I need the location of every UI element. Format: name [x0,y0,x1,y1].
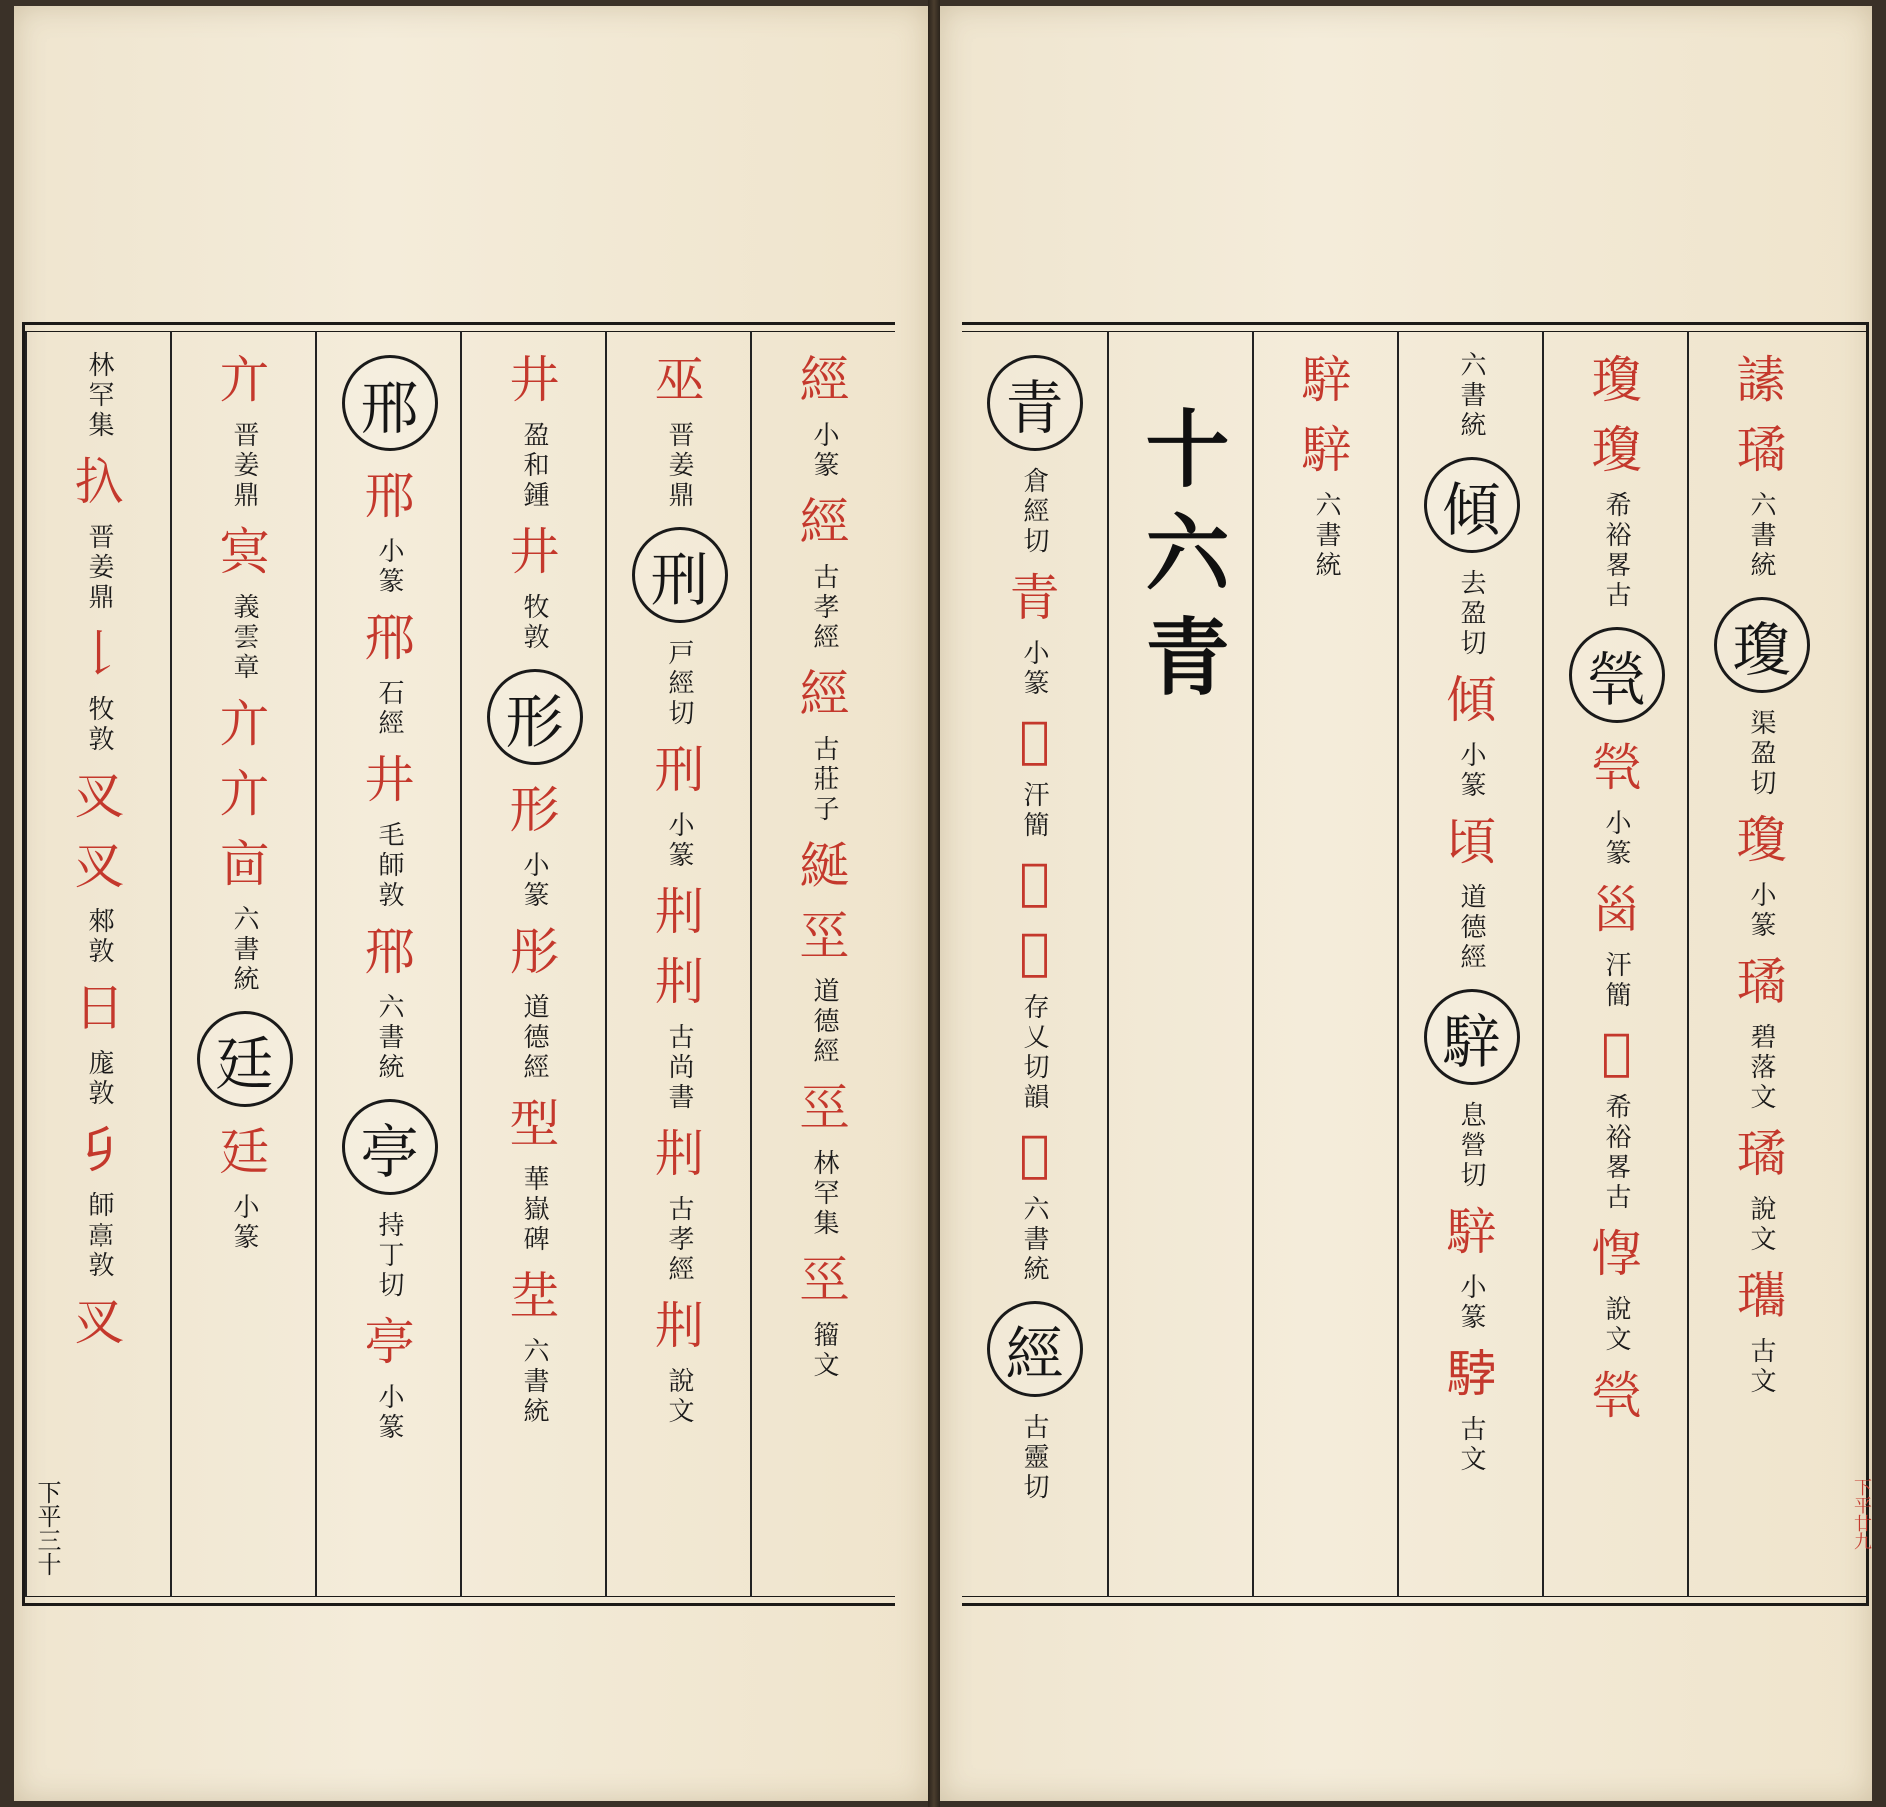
source-note: 道德經 [1456,883,1486,973]
left-page-frame [22,322,895,1606]
seal-script-form: 形 [509,781,560,839]
right-column-entries [1544,345,1689,1583]
source-note: 古孝經 [664,1195,694,1285]
source-note: 小篆 [1456,741,1486,801]
seal-script-form: 扖 [74,453,125,511]
source-note: 道德經 [809,977,839,1067]
source-note: 小篆 [374,537,404,597]
source-note: 希裕畧古 [1601,491,1631,611]
source-note: 義雲章 [229,593,259,683]
head-character: 亭 [342,1099,438,1195]
source-note: 毛師敦 [374,821,404,911]
left-column-entries [752,345,897,1583]
seal-script-form: 㕚 [74,1293,125,1351]
left-column-6 [25,331,172,1597]
seal-script-form: 井 [364,751,415,809]
seal-script-form: 𡴀 [1019,1125,1050,1183]
seal-script-form: 璚 [1736,1125,1787,1183]
seal-script-form: 𠄌 [74,625,125,683]
left-column-entries [172,345,317,1583]
seal-script-form: 經 [799,493,850,551]
source-note: 晋姜鼎 [229,421,259,511]
left-column-3 [460,331,607,1597]
seal-script-form: 坓 [509,1267,560,1325]
seal-script-form: 㕚 [74,837,125,895]
source-note: 去盈切 [1456,569,1486,659]
right-page-frame [962,322,1869,1606]
seal-script-form: 𡴀 [1019,711,1050,769]
seal-script-form: 璚 [1736,421,1787,479]
head-character: 廷 [197,1011,293,1107]
seal-script-form: 巠 [799,1079,850,1137]
folio-left: 下平三十 [33,1480,61,1576]
seal-script-form: 𠂎 [74,1121,125,1179]
source-note: 汗簡 [1019,781,1049,841]
head-character: 瓊 [1714,597,1810,693]
seal-script-form: 邢 [364,467,415,525]
source-note: 小篆 [1019,639,1049,699]
right-column-entries [962,345,1107,1583]
source-note: 小篆 [1746,881,1776,941]
seal-script-form: 㝠 [219,523,270,581]
source-note: 渠盈切 [1746,709,1776,799]
seal-script-form: 巫 [654,351,705,409]
source-note: 庬敦 [84,1049,114,1109]
left-column-entries [462,345,607,1583]
seal-script-form: 𡿺 [1591,881,1642,939]
source-note: 息營切 [1456,1101,1486,1191]
source-note: 牧敦 [84,695,114,755]
source-note: 六書統 [1019,1195,1049,1285]
seal-script-form: 日 [74,979,125,1037]
left-column-1 [750,331,897,1597]
source-note: 六書統 [229,905,259,995]
source-note: 林罕集 [84,351,114,441]
source-note: 晋姜鼎 [664,421,694,511]
seal-script-form: 郉 [364,923,415,981]
source-note: 希裕畧古 [1601,1093,1631,1213]
seal-script-form: 㕚 [74,767,125,825]
source-note: 古靈切 [1019,1413,1049,1503]
seal-script-form: 瓊 [1591,421,1642,479]
source-note: 六書統 [1746,491,1776,581]
head-character: 傾 [1424,457,1520,553]
source-note: 六書統 [1311,491,1341,581]
seal-script-form: 亣 [219,351,270,409]
seal-script-form: 瓗 [1736,1267,1787,1325]
seal-script-form: 騂 [1301,351,1352,409]
seal-script-form: 經 [799,665,850,723]
seal-script-form: 䛾 [1736,351,1787,409]
seal-script-form: 頃 [1446,813,1497,871]
seal-script-form: 刑 [654,741,705,799]
right-column-4 [1542,331,1689,1597]
seal-script-form: 煢 [1591,739,1642,797]
seal-script-form: 井 [509,351,560,409]
source-note: 牧敦 [519,593,549,653]
source-note: 小篆 [1456,1273,1486,1333]
seal-script-form: 坙 [799,907,850,965]
source-note: 戸經切 [664,639,694,729]
right-column-entries [1254,345,1399,1583]
seal-script-form: 惸 [1591,1225,1642,1283]
seal-script-form: 青 [1009,569,1060,627]
source-note: 古尚書 [664,1023,694,1113]
source-note: 汗簡 [1601,951,1631,1011]
seal-script-form: 瓊 [1736,811,1787,869]
source-note: 存乂切韻 [1019,993,1049,1113]
source-note: 郲敦 [84,907,114,967]
source-note: 說文 [1601,1295,1631,1355]
seal-script-form: 廷 [219,1123,270,1181]
source-note: 盈和鍾 [519,421,549,511]
rhyme-heading: 十六青 [1132,405,1231,717]
seal-script-form: 型 [509,1095,560,1153]
source-note: 六書統 [374,993,404,1083]
head-character: 邢 [342,355,438,451]
head-character: 形 [487,669,583,765]
seal-script-form: 𥞽 [1601,1023,1632,1081]
seal-script-form: 傾 [1446,671,1497,729]
seal-script-form: 㓝 [654,1297,705,1355]
left-column-4 [315,331,462,1597]
seal-script-form: 經 [799,351,850,409]
head-character: 青 [987,355,1083,451]
right-column-entries [1689,345,1834,1583]
source-note: 碧落文 [1746,1023,1776,1113]
rhyme-heading-wrap [1109,345,1254,1583]
seal-script-form: 瓊 [1591,351,1642,409]
source-note: 六書統 [1456,351,1486,441]
seal-script-form: 㓝 [654,883,705,941]
seal-script-form: 㓝 [654,1125,705,1183]
folio-right: 下平廿九 [1851,1478,1872,1550]
seal-script-form: 㐭 [219,835,270,893]
seal-script-form: 煢 [1591,1367,1642,1425]
source-note: 小篆 [374,1383,404,1443]
head-character: 刑 [632,527,728,623]
head-character: 騂 [1424,989,1520,1085]
head-character: 煢 [1569,627,1665,723]
head-character: 經 [987,1301,1083,1397]
left-column-2 [605,331,752,1597]
source-note: 說文 [1746,1195,1776,1255]
seal-script-form: 𡴀 [1019,853,1050,911]
rhyme-heading-column [1107,331,1254,1597]
seal-script-form: 郉 [364,609,415,667]
seal-script-form: 𡴀 [1019,923,1050,981]
right-column-entries [1399,345,1544,1583]
seal-script-form: 亭 [364,1313,415,1371]
source-note: 石經 [374,679,404,739]
left-column-entries [607,345,752,1583]
seal-script-form: 𩣡 [1446,1345,1497,1403]
source-note: 持丁切 [374,1211,404,1301]
source-note: 林罕集 [809,1149,839,1239]
source-note: 師𩫖敦 [84,1191,114,1281]
right-column-1 [962,331,1107,1597]
source-note: 古文 [1746,1337,1776,1397]
left-column-5 [170,331,317,1597]
source-note: 小篆 [664,811,694,871]
seal-script-form: 井 [509,523,560,581]
source-note: 倉經切 [1019,467,1049,557]
seal-script-form: 㓝 [654,953,705,1011]
seal-script-form: 騂 [1301,421,1352,479]
left-column-entries [27,345,172,1583]
source-note: 華嶽碑 [519,1165,549,1255]
source-note: 小篆 [1601,809,1631,869]
source-note: 晋姜鼎 [84,523,114,613]
source-note: 六書統 [519,1337,549,1427]
source-note: 小篆 [519,851,549,911]
right-column-3 [1397,331,1544,1597]
source-note: 古文 [1456,1415,1486,1475]
seal-script-form: 彤 [509,923,560,981]
source-note: 說文 [664,1367,694,1427]
source-note: 小篆 [809,421,839,481]
right-column-5 [1687,331,1834,1597]
seal-script-form: 亣 [219,765,270,823]
source-note: 小篆 [229,1193,259,1253]
source-note: 籀文 [809,1321,839,1381]
seal-script-form: 綖 [799,837,850,895]
book-gutter [928,0,940,1807]
left-column-entries [317,345,462,1583]
seal-script-form: 巠 [799,1251,850,1309]
seal-script-form: 騂 [1446,1203,1497,1261]
source-note: 古孝經 [809,563,839,653]
source-note: 古莊子 [809,735,839,825]
source-note: 道德經 [519,993,549,1083]
seal-script-form: 璚 [1736,953,1787,1011]
seal-script-form: 亣 [219,695,270,753]
right-column-2 [1252,331,1399,1597]
